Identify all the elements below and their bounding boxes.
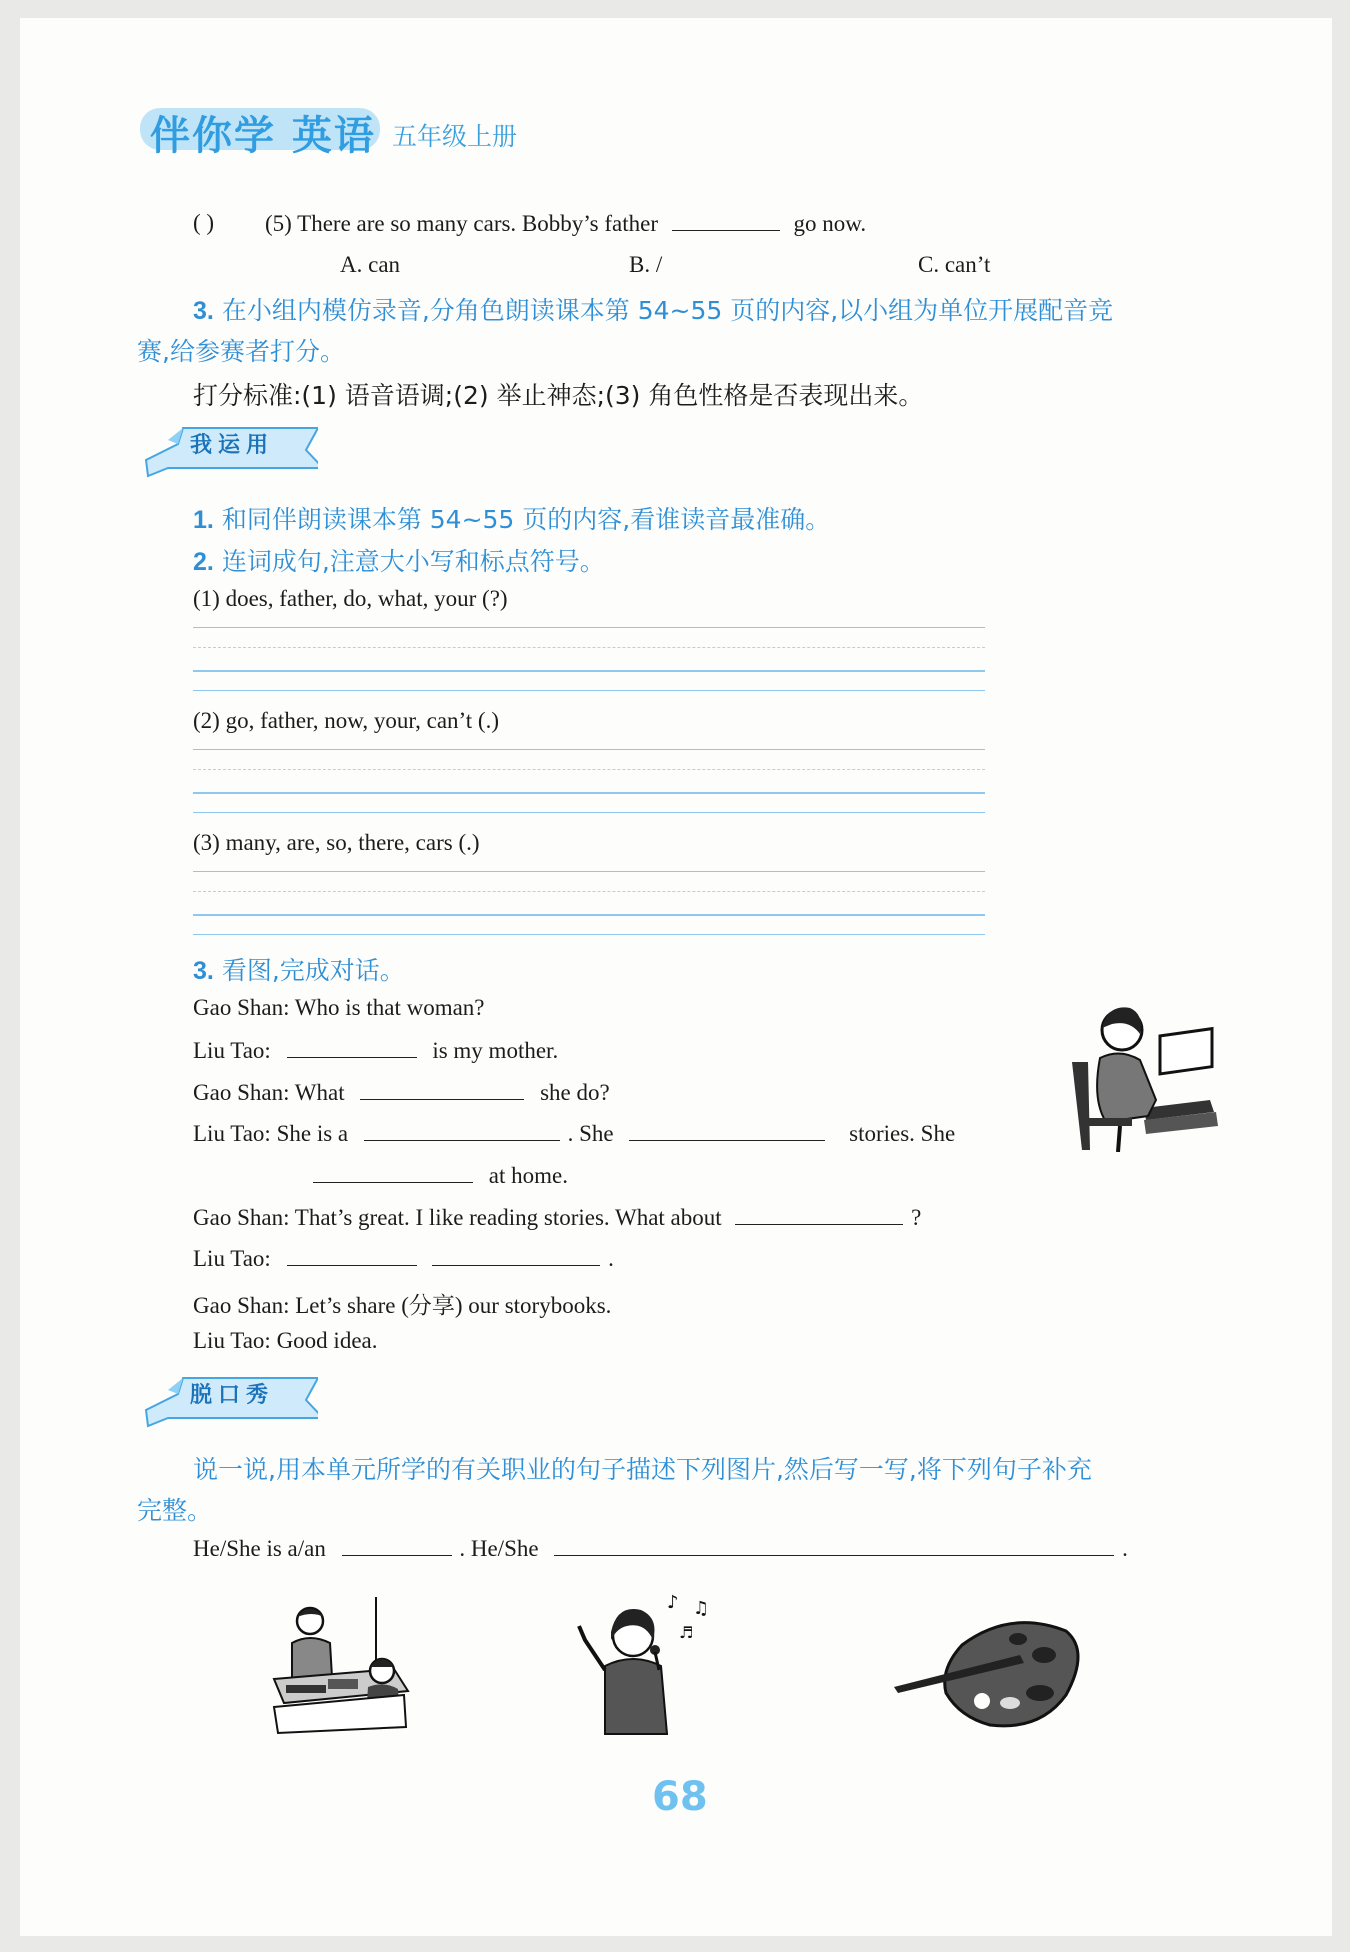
dialogue-text: is my mother. bbox=[432, 1038, 559, 1063]
apply-item3-number: 3. bbox=[193, 957, 214, 985]
writing-line[interactable] bbox=[193, 792, 985, 794]
section-label-talk-show: 脱口秀 bbox=[190, 1383, 275, 1408]
dialogue-speaker: Liu Tao: bbox=[193, 1246, 271, 1271]
dialogue-blank[interactable] bbox=[432, 1245, 600, 1266]
q5-stem-start: (5) There are so many cars. Bobby’s father bbox=[265, 211, 658, 236]
talk-sentence bbox=[193, 1535, 1128, 1562]
writing-line bbox=[193, 934, 985, 935]
apply-item3 bbox=[193, 951, 405, 987]
writing-line[interactable] bbox=[193, 670, 985, 672]
dialogue-line-5 bbox=[313, 1162, 568, 1189]
writing-line bbox=[193, 812, 985, 813]
music-note-icon: ♬ bbox=[679, 1623, 694, 1642]
apply-item1-text: 和同伴朗读课本第 54~55 页的内容,看谁读音最准确。 bbox=[221, 505, 831, 534]
q5-option-a: A. can bbox=[340, 252, 401, 277]
dialogue-text: ? bbox=[911, 1205, 922, 1230]
task3-number: 3. bbox=[193, 297, 214, 325]
dialogue-speaker: Liu Tao: bbox=[193, 1038, 271, 1063]
dialogue-line-9: Liu Tao: Good idea. bbox=[193, 1328, 378, 1353]
q5-stem-end: go now. bbox=[793, 211, 867, 236]
dialogue-blank[interactable] bbox=[629, 1120, 825, 1141]
dialogue-text: stories. She bbox=[849, 1121, 956, 1146]
dialogue-line-6 bbox=[193, 1204, 921, 1231]
q5-answer-paren: ( ) bbox=[193, 210, 215, 235]
task3-text-line1: 在小组内模仿录音,分角色朗读课本第 54~55 页的内容,以小组为单位开展配音竞 bbox=[221, 296, 1114, 325]
dialogue-text: at home. bbox=[488, 1163, 568, 1188]
dialogue-blank[interactable] bbox=[364, 1120, 560, 1141]
apply-item1 bbox=[193, 500, 830, 536]
section-badge-talk-show bbox=[138, 1370, 318, 1422]
writing-line bbox=[193, 647, 985, 648]
dialogue-blank[interactable] bbox=[313, 1162, 473, 1183]
dialogue-blank[interactable] bbox=[287, 1245, 417, 1266]
music-note-icon: ♪ bbox=[667, 1592, 679, 1613]
scramble-sentence-3: (3) many, are, so, there, cars (.) bbox=[193, 830, 480, 855]
apply-item1-number: 1. bbox=[193, 506, 214, 534]
dialogue-line-8: Gao Shan: Let’s share (分享) our storybooks. bbox=[193, 1293, 612, 1318]
scramble-sentence-1: (1) does, father, do, what, your (?) bbox=[193, 586, 508, 611]
dialogue-line-3 bbox=[193, 1079, 610, 1106]
dialogue-line-1: Gao Shan: Who is that woman? bbox=[193, 995, 485, 1020]
talk-sentence-end: . bbox=[1122, 1536, 1128, 1561]
task3-text-line2: 赛,给参赛者打分。 bbox=[137, 337, 345, 366]
talk-instruction-line1: 说一说,用本单元所学的有关职业的句子描述下列图片,然后写一写,将下列句子补充 bbox=[193, 1455, 1092, 1484]
q5-option-c: C. can’t bbox=[918, 252, 991, 277]
task3-line1 bbox=[193, 291, 1113, 327]
talk-instruction-line2: 完整。 bbox=[137, 1496, 213, 1525]
page-number: 68 bbox=[652, 1774, 708, 1820]
talk-sentence-start: He/She is a/an bbox=[193, 1536, 326, 1561]
writing-line bbox=[193, 891, 985, 892]
writing-line bbox=[193, 871, 985, 872]
talk-sentence-mid: . He/She bbox=[459, 1536, 539, 1561]
talk-blank-action[interactable] bbox=[554, 1535, 1114, 1556]
dialogue-blank[interactable] bbox=[287, 1037, 417, 1058]
section-badge-apply bbox=[138, 420, 318, 472]
writing-line bbox=[193, 627, 985, 628]
apply-item2-number: 2. bbox=[193, 548, 214, 576]
talk-blank-job[interactable] bbox=[342, 1535, 452, 1556]
dialogue-text: Liu Tao: She is a bbox=[193, 1121, 349, 1146]
apply-item2-text: 连词成句,注意大小写和标点符号。 bbox=[221, 547, 605, 576]
dialogue-text: she do? bbox=[540, 1080, 610, 1105]
section-label-apply: 我运用 bbox=[190, 433, 275, 458]
header-logo: 伴你学 英语 bbox=[150, 113, 376, 159]
dialogue-text: . She bbox=[567, 1121, 614, 1146]
q5-stem bbox=[265, 210, 866, 237]
apply-item3-text: 看图,完成对话。 bbox=[221, 956, 405, 985]
dialogue-blank[interactable] bbox=[735, 1204, 903, 1225]
dialogue-line-4 bbox=[193, 1120, 955, 1147]
woman-computer-illustration bbox=[1060, 1000, 1220, 1152]
scramble-sentence-2: (2) go, father, now, your, can’t (.) bbox=[193, 708, 499, 733]
dialogue-line-2 bbox=[193, 1037, 558, 1064]
q5-blank[interactable] bbox=[672, 210, 780, 231]
singer-illustration bbox=[575, 1590, 725, 1740]
teacher-classroom-illustration bbox=[272, 1595, 412, 1735]
writing-line bbox=[193, 769, 985, 770]
paint-palette-icon bbox=[890, 1605, 1090, 1735]
task3-criteria: 打分标准:(1) 语音语调;(2) 举止神态;(3) 角色性格是否表现出来。 bbox=[193, 381, 924, 410]
writing-line bbox=[193, 749, 985, 750]
dialogue-text: . bbox=[608, 1246, 614, 1271]
dialogue-blank[interactable] bbox=[360, 1079, 524, 1100]
q5-option-b: B. / bbox=[629, 252, 663, 277]
music-note-icon: ♫ bbox=[693, 1598, 710, 1619]
dialogue-line-7 bbox=[193, 1245, 614, 1272]
apply-item2 bbox=[193, 542, 605, 578]
writing-line bbox=[193, 690, 985, 691]
writing-line[interactable] bbox=[193, 914, 985, 916]
header-grade: 五年级上册 bbox=[392, 122, 518, 151]
dialogue-text: Gao Shan: What bbox=[193, 1080, 345, 1105]
dialogue-text: Gao Shan: That’s great. I like reading stories. What about bbox=[193, 1205, 722, 1230]
